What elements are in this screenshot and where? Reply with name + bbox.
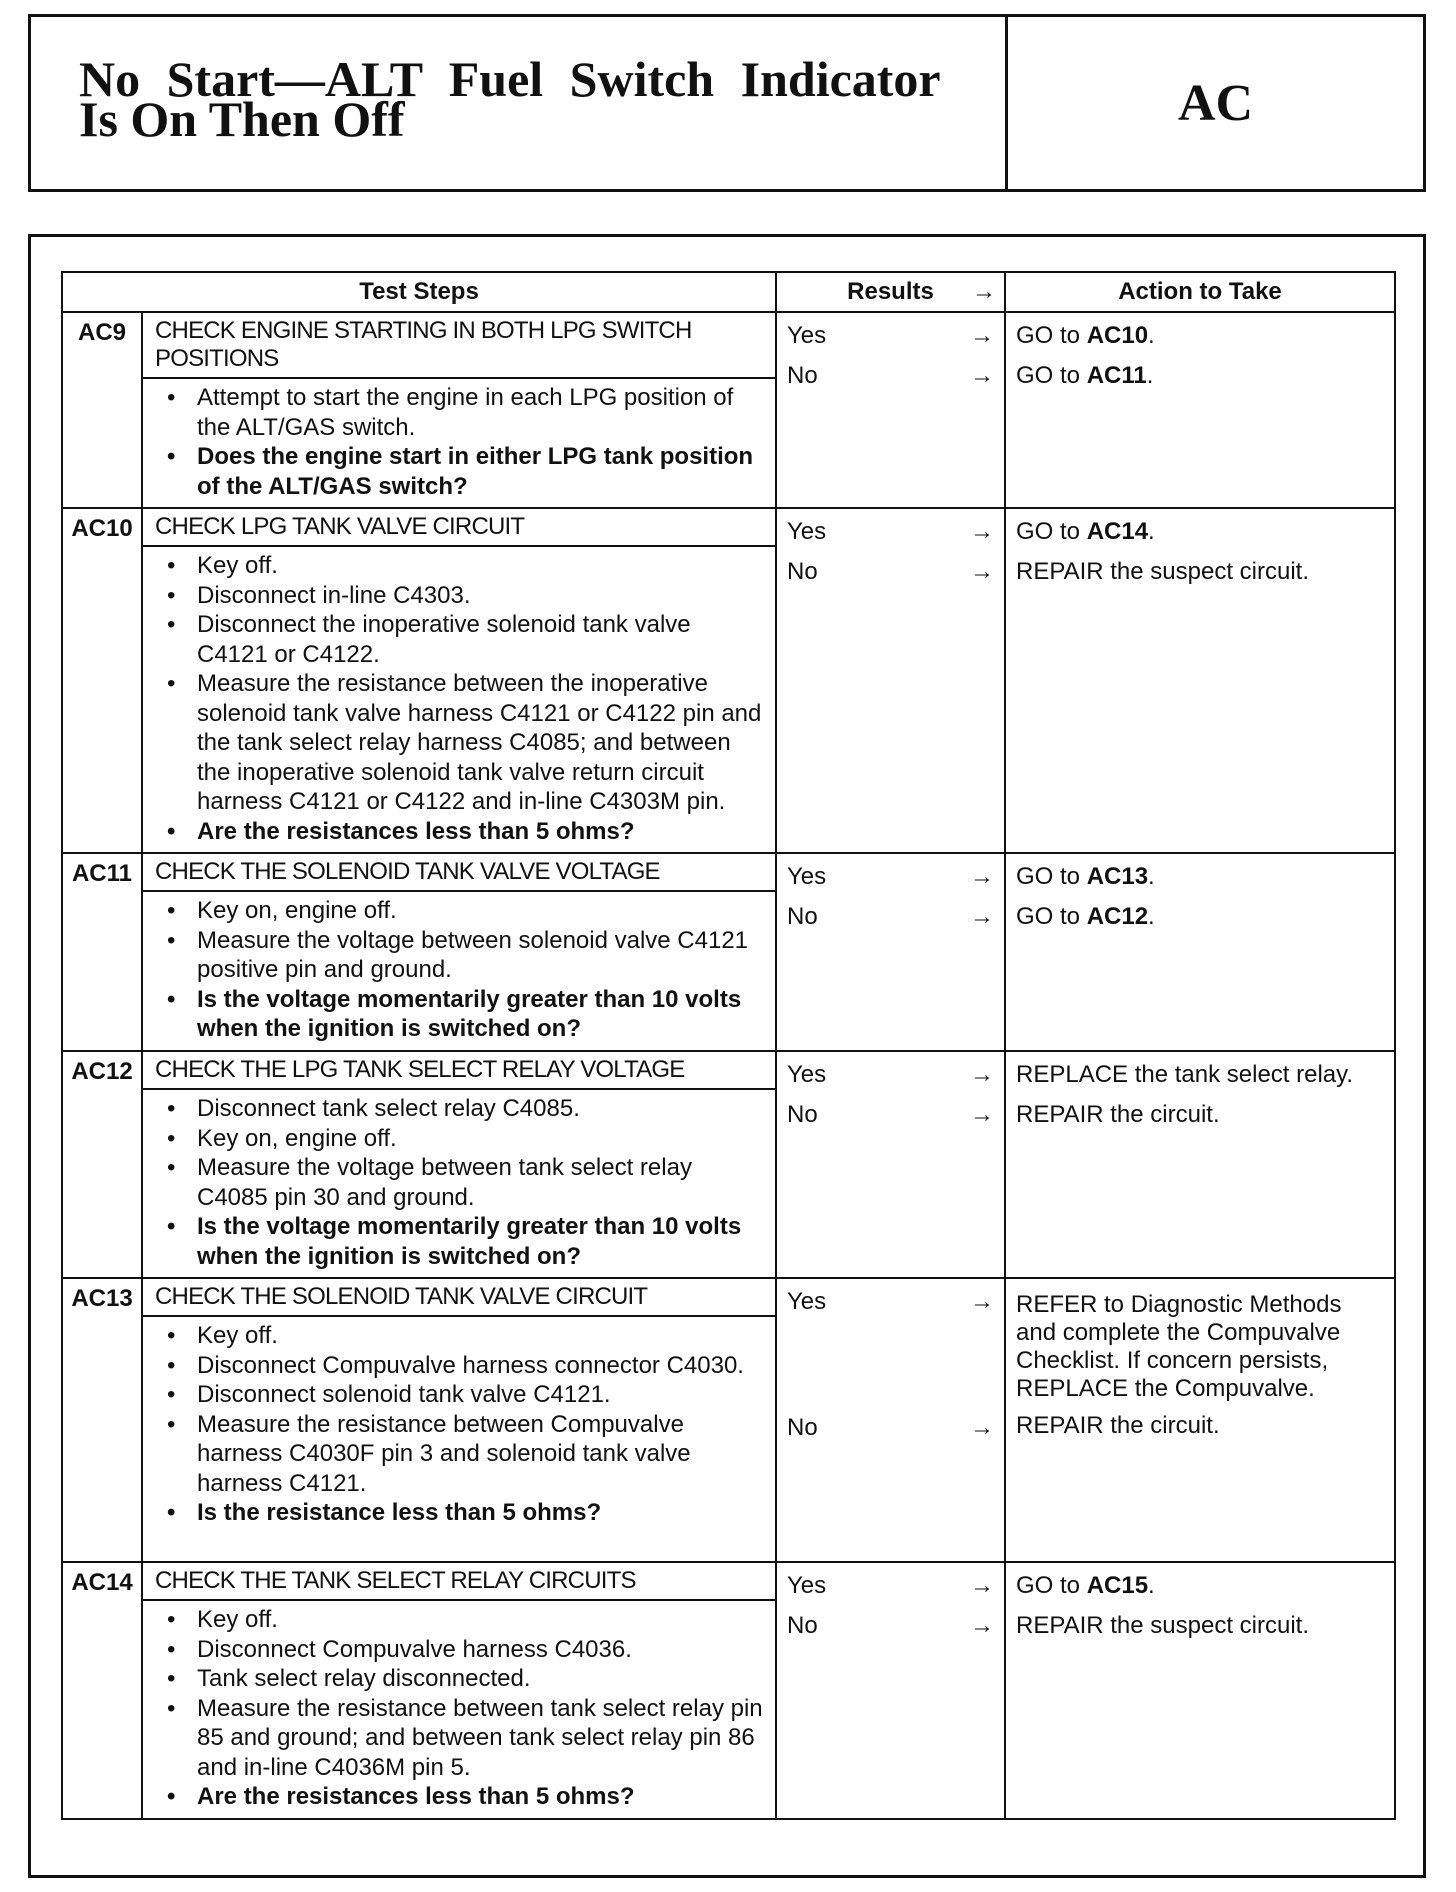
step-actions (1005, 1562, 1395, 1819)
instruction-item: • Disconnect the inoperative solenoid tank valve C4121 or C4122. (151, 610, 763, 669)
instruction-item: • Key on, engine off. (151, 896, 763, 926)
action-suffix: . (1148, 322, 1155, 349)
action-line (1016, 902, 1384, 942)
action-step-ref: AC11 (1086, 362, 1147, 389)
result-line (787, 1100, 994, 1140)
instruction-item: • Disconnect in-line C4303. (151, 581, 763, 611)
step-instructions (142, 378, 776, 508)
page-title (31, 17, 1008, 189)
action-line (1016, 1571, 1384, 1611)
instruction-list (151, 1094, 763, 1271)
instruction-item: • Disconnect Compuvalve harness C4036. (151, 1635, 763, 1665)
action-text: REPAIR the circuit. (1016, 1101, 1220, 1128)
col-header-action: Action to Take (1005, 272, 1395, 312)
instruction-question: • Are the resistances less than 5 ohms? (151, 1782, 763, 1812)
instruction-item: • Disconnect Compuvalve harness connector C4030. (151, 1351, 763, 1381)
arrow-icon: → (970, 863, 994, 890)
arrow-icon: → (970, 362, 994, 389)
test-steps-body (62, 312, 1395, 1819)
page-title-line-1: No Start—ALT Fuel Switch Indicator (79, 51, 941, 107)
step-id: AC12 (62, 1051, 142, 1278)
step-instructions (142, 546, 776, 853)
col-header-results (776, 272, 1005, 312)
instruction-list (151, 551, 763, 846)
step-id: AC9 (62, 312, 142, 508)
action-line (1016, 1411, 1384, 1451)
instruction-item: • Measure the resistance between tank select relay pin 85 and ground; and between tank select relay pin 86 and in-line C4036M pin 5. (151, 1694, 763, 1783)
instruction-list (151, 896, 763, 1044)
arrow-icon: → (970, 1612, 994, 1639)
instruction-item: • Key off. (151, 1605, 763, 1635)
instruction-item: • Disconnect solenoid tank valve C4121. (151, 1380, 763, 1410)
step-results (776, 1278, 1005, 1562)
instruction-item: • Key off. (151, 551, 763, 581)
col-header-test-steps: Test Steps (62, 272, 776, 312)
step-results (776, 853, 1005, 1051)
arrow-icon: → (970, 322, 994, 349)
result-line (787, 1571, 994, 1611)
step-title-row (62, 312, 1395, 378)
step-actions (1005, 312, 1395, 508)
action-text: REPLACE the tank select relay. (1016, 1061, 1354, 1088)
action-text: GO to (1016, 1572, 1087, 1599)
action-text: REPAIR the suspect circuit. (1016, 1612, 1309, 1639)
instruction-item: • Disconnect tank select relay C4085. (151, 1094, 763, 1124)
step-id: AC14 (62, 1562, 142, 1819)
arrow-icon: → (970, 558, 994, 585)
step-instructions (142, 1316, 776, 1562)
step-title: CHECK THE LPG TANK SELECT RELAY VOLTAGE (142, 1051, 776, 1089)
instruction-list (151, 1321, 763, 1528)
action-line (1016, 1611, 1384, 1651)
result-value: Yes (787, 863, 827, 890)
action-text: GO to (1016, 362, 1087, 389)
result-line (787, 557, 994, 597)
instruction-question: • Is the resistance less than 5 ohms? (151, 1498, 763, 1528)
result-value: No (787, 1612, 818, 1639)
instruction-question: • Are the resistances less than 5 ohms? (151, 817, 763, 847)
step-results (776, 1051, 1005, 1278)
action-line (1016, 1060, 1384, 1100)
test-steps-frame (28, 234, 1426, 1878)
step-title-row (62, 508, 1395, 546)
instruction-item: • Measure the resistance between the inoperative solenoid tank valve harness C4121 or C4122 pin and the tank select relay harness C4085; and between the inoperative solenoid tank valve return circuit harness C4121 or C4122 and in-line C4303M pin. (151, 669, 763, 817)
step-title: CHECK THE SOLENOID TANK VALVE CIRCUIT (142, 1278, 776, 1316)
instruction-question: • Is the voltage momentarily greater than 10 volts when the ignition is switched on? (151, 1212, 763, 1271)
step-instructions (142, 1089, 776, 1278)
instruction-item: • Key on, engine off. (151, 1124, 763, 1154)
action-text: REFER to Diagnostic Methods and complete the Compuvalve Checklist. If concern persists, REPLACE the Compuvalve. (1016, 1291, 1342, 1402)
result-line (787, 1060, 994, 1100)
instruction-item: • Key off. (151, 1321, 763, 1351)
action-text: GO to (1016, 903, 1087, 930)
instruction-item: • Tank select relay disconnected. (151, 1664, 763, 1694)
action-line (1016, 517, 1384, 557)
step-title: CHECK ENGINE STARTING IN BOTH LPG SWITCH POSITIONS (142, 312, 776, 378)
page-title-line-2: Is On Then Off (79, 91, 405, 147)
instruction-item: • Measure the resistance between Compuvalve harness C4030F pin 3 and solenoid tank valve harness C4121. (151, 1410, 763, 1499)
step-title: CHECK THE TANK SELECT RELAY CIRCUITS (142, 1562, 776, 1600)
step-instructions (142, 1600, 776, 1819)
arrow-icon: → (970, 1414, 994, 1441)
step-actions (1005, 1278, 1395, 1562)
result-value: Yes (787, 1288, 827, 1315)
action-text: REPAIR the circuit. (1016, 1412, 1220, 1439)
action-line (1016, 321, 1384, 361)
result-value: No (787, 903, 818, 930)
result-value: Yes (787, 518, 827, 545)
table-header-row (62, 272, 1395, 312)
step-id: AC10 (62, 508, 142, 853)
result-line (787, 1611, 994, 1651)
result-line (787, 862, 994, 902)
action-text: REPAIR the suspect circuit. (1016, 558, 1309, 585)
action-step-ref: AC12 (1086, 903, 1149, 930)
action-line (1016, 361, 1384, 401)
action-step-ref: AC10 (1086, 322, 1149, 349)
action-line (1016, 557, 1384, 597)
col-header-results-label: Results (847, 278, 934, 305)
step-results (776, 508, 1005, 853)
result-value: Yes (787, 1061, 827, 1088)
action-suffix: . (1146, 362, 1154, 389)
action-suffix: . (1148, 903, 1155, 930)
step-title: CHECK THE SOLENOID TANK VALVE VOLTAGE (142, 853, 776, 891)
arrow-icon: → (970, 1288, 994, 1315)
step-results (776, 312, 1005, 508)
step-actions (1005, 508, 1395, 853)
action-suffix: . (1148, 1572, 1155, 1599)
action-line (1016, 862, 1384, 902)
arrow-icon: → (970, 518, 994, 545)
section-code: AC (1177, 74, 1254, 132)
instruction-question: • Does the engine start in either LPG tank position of the ALT/GAS switch? (151, 442, 763, 501)
arrow-icon: → (970, 1572, 994, 1599)
action-step-ref: AC14 (1086, 518, 1149, 545)
action-step-ref: AC13 (1086, 863, 1149, 890)
action-line (1016, 1100, 1384, 1140)
instruction-question: • Is the voltage momentarily greater than 10 volts when the ignition is switched on? (151, 985, 763, 1044)
arrow-icon: → (970, 903, 994, 930)
step-id: AC11 (62, 853, 142, 1051)
result-line (787, 321, 994, 361)
instruction-list (151, 1605, 763, 1812)
step-id: AC13 (62, 1278, 142, 1562)
action-step-ref: AC15 (1086, 1572, 1149, 1599)
arrow-icon: → (972, 278, 996, 305)
arrow-icon: → (970, 1061, 994, 1088)
step-title-row (62, 1562, 1395, 1600)
result-value: Yes (787, 322, 827, 349)
result-value: No (787, 362, 818, 389)
instruction-item: • Measure the voltage between tank select relay C4085 pin 30 and ground. (151, 1153, 763, 1212)
step-actions (1005, 853, 1395, 1051)
instruction-item: • Measure the voltage between solenoid valve C4121 positive pin and ground. (151, 926, 763, 985)
step-title-row (62, 1278, 1395, 1316)
result-line (787, 1413, 994, 1453)
result-line (787, 902, 994, 942)
result-value: No (787, 1101, 818, 1128)
result-value: No (787, 1414, 818, 1441)
action-line (1016, 1287, 1384, 1403)
step-title: CHECK LPG TANK VALVE CIRCUIT (142, 508, 776, 546)
step-results (776, 1562, 1005, 1819)
result-value: Yes (787, 1572, 827, 1599)
arrow-icon: → (970, 1101, 994, 1128)
result-line (787, 361, 994, 401)
step-actions (1005, 1051, 1395, 1278)
result-line (787, 1287, 994, 1327)
instruction-item: • Attempt to start the engine in each LPG position of the ALT/GAS switch. (151, 383, 763, 442)
action-text: GO to (1016, 863, 1087, 890)
action-suffix: . (1148, 518, 1155, 545)
action-text: GO to (1016, 518, 1087, 545)
test-steps-table (61, 271, 1396, 1820)
step-title-row (62, 1051, 1395, 1089)
instruction-list (151, 383, 763, 501)
page-header (28, 14, 1426, 192)
action-suffix: . (1148, 863, 1155, 890)
result-line (787, 517, 994, 557)
step-title-row (62, 853, 1395, 891)
action-text: GO to (1016, 322, 1087, 349)
result-value: No (787, 558, 818, 585)
step-instructions (142, 891, 776, 1051)
